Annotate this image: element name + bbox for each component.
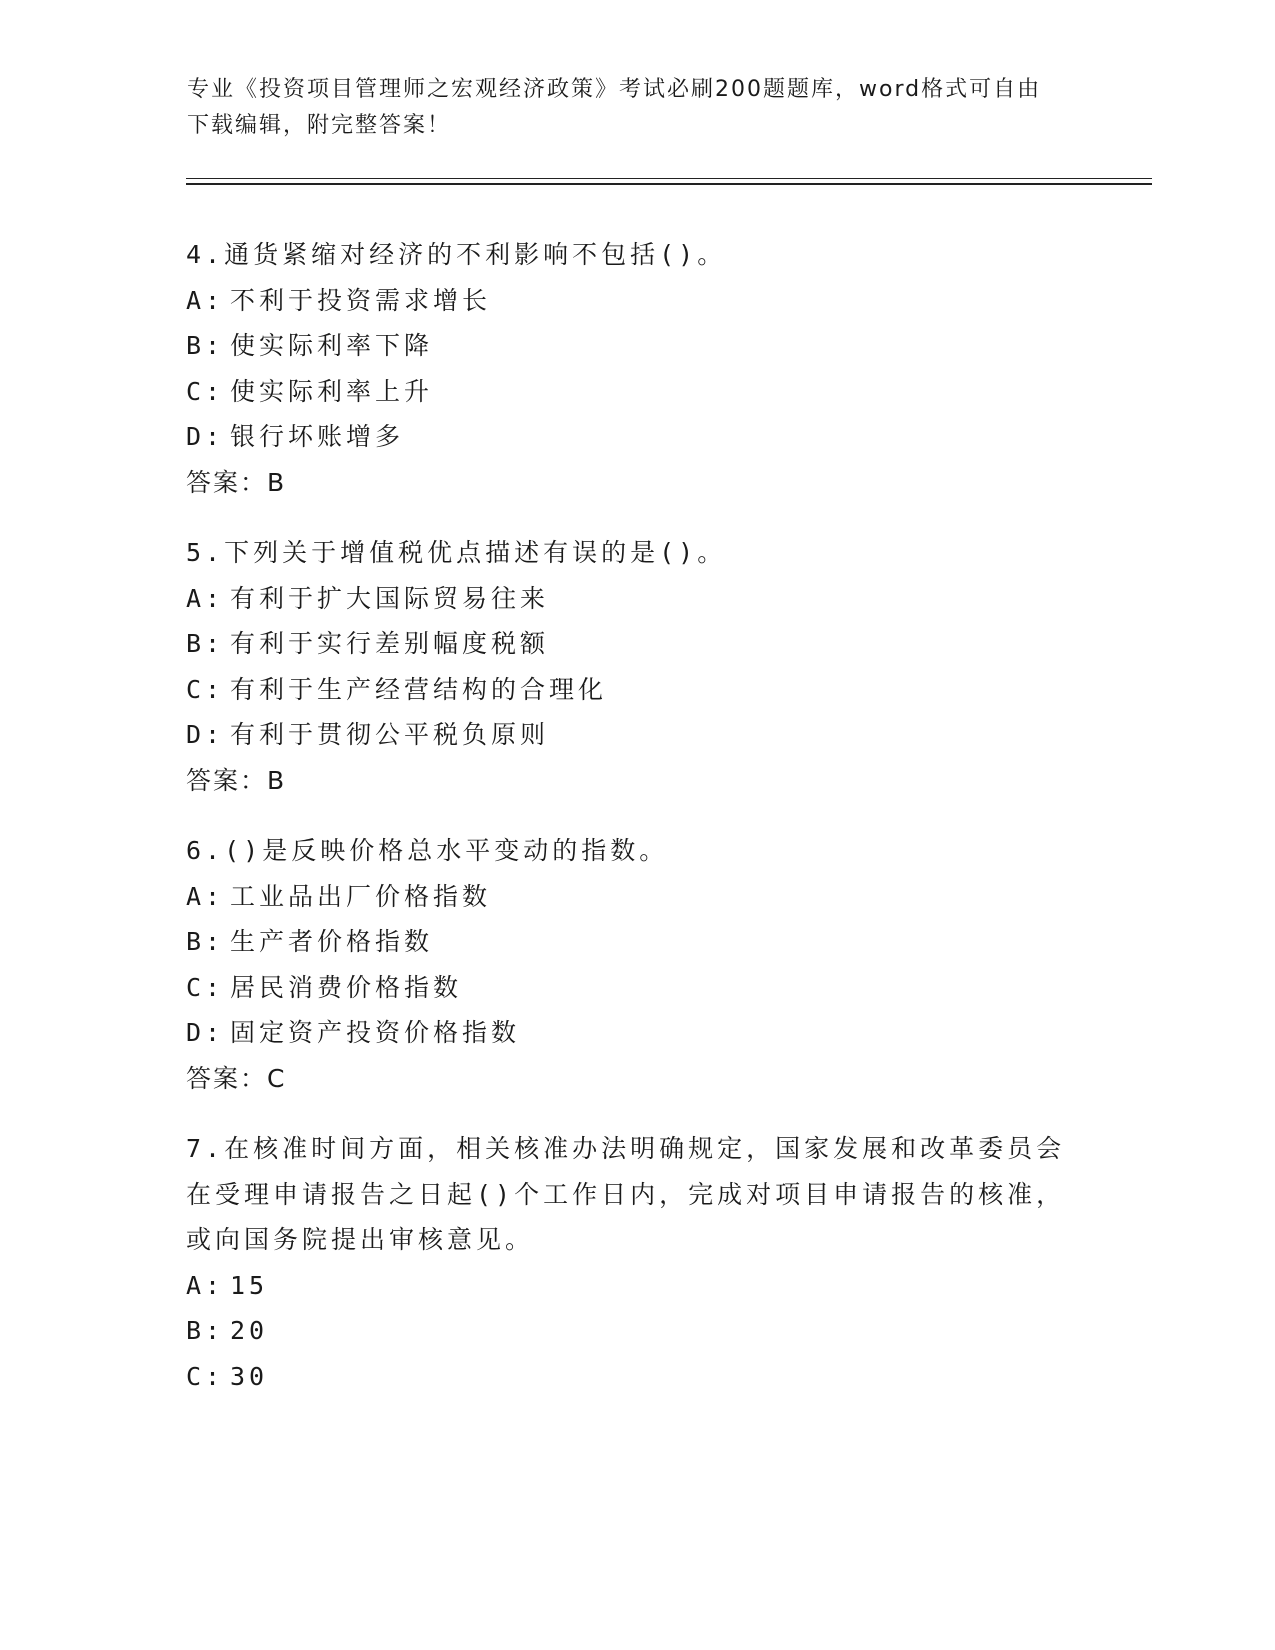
- question-5: [186, 530, 1086, 803]
- option-c: [186, 965, 1086, 1011]
- option-key: B:: [186, 927, 225, 956]
- option-key: C:: [186, 674, 225, 704]
- option-b: [186, 323, 1086, 369]
- question-list: [186, 232, 1086, 1424]
- option-key: A:: [186, 583, 225, 613]
- option-key: C:: [186, 1361, 225, 1391]
- option-d: [186, 1010, 1086, 1056]
- option-key: C:: [186, 972, 225, 1002]
- option-c: [186, 1354, 1086, 1400]
- answer-line: 答案：B: [186, 467, 287, 497]
- option-a: [186, 874, 1086, 920]
- option-b: [186, 919, 1086, 965]
- option-key: D:: [186, 720, 225, 749]
- question-7: [186, 1126, 1086, 1399]
- option-c: [186, 369, 1086, 415]
- option-a: [186, 1263, 1086, 1309]
- option-text: 20: [230, 1316, 269, 1345]
- option-text: 银行坏账增多: [230, 422, 405, 451]
- option-a: [186, 278, 1086, 324]
- option-text: 工业品出厂价格指数: [230, 881, 492, 911]
- option-text: 有利于扩大国际贸易往来: [230, 583, 550, 613]
- question-stem: 6.()是反映价格总水平变动的指数。: [186, 836, 669, 865]
- question-stem: 4.通货紧缩对经济的不利影响不包括()。: [186, 240, 727, 269]
- option-d: [186, 712, 1086, 758]
- option-text: 不利于投资需求增长: [230, 285, 492, 315]
- question-6: [186, 828, 1086, 1101]
- option-text: 30: [230, 1361, 269, 1391]
- option-text: 15: [230, 1270, 269, 1300]
- option-key: D:: [186, 422, 225, 451]
- option-text: 固定资产投资价格指数: [230, 1018, 521, 1047]
- option-c: [186, 667, 1086, 713]
- option-text: 有利于实行差别幅度税额: [230, 629, 550, 658]
- option-key: D:: [186, 1018, 225, 1047]
- option-b: [186, 621, 1086, 667]
- option-text: 有利于贯彻公平税负原则: [230, 720, 550, 749]
- option-key: B:: [186, 1316, 225, 1345]
- question-stem: 5.下列关于增值税优点描述有误的是()。: [186, 538, 727, 567]
- option-text: 使实际利率上升: [230, 376, 434, 406]
- option-key: A:: [186, 881, 225, 911]
- question-stem-line-2: 在受理申请报告之日起()个工作日内，完成对项目申请报告的核准，: [186, 1179, 1066, 1209]
- header-line-2: 下载编辑，附完整答案！: [187, 113, 452, 138]
- answer-line: 答案：C: [186, 1063, 287, 1093]
- option-text: 居民消费价格指数: [230, 972, 463, 1002]
- option-d: [186, 414, 1086, 460]
- document-header: [187, 72, 1087, 144]
- option-b: [186, 1308, 1086, 1354]
- option-key: A:: [186, 285, 225, 315]
- option-a: [186, 576, 1086, 622]
- question-4: [186, 232, 1086, 505]
- option-text: 使实际利率下降: [230, 331, 434, 360]
- option-key: B:: [186, 629, 225, 658]
- option-text: 有利于生产经营结构的合理化: [230, 674, 608, 704]
- header-divider-thick: [186, 183, 1152, 185]
- option-key: C:: [186, 376, 225, 406]
- option-key: A:: [186, 1270, 225, 1300]
- option-text: 生产者价格指数: [230, 927, 434, 956]
- question-stem-line-3: 或向国务院提出审核意见。: [186, 1225, 535, 1254]
- question-stem-line-1: 7.在核准时间方面，相关核准办法明确规定，国家发展和改革委员会: [186, 1134, 1066, 1163]
- header-line-1: 专业《投资项目管理师之宏观经济政策》考试必刷200题题库，word格式可自由: [187, 77, 1042, 102]
- header-divider-thin: [186, 178, 1152, 179]
- answer-line: 答案：B: [186, 765, 287, 795]
- option-key: B:: [186, 331, 225, 360]
